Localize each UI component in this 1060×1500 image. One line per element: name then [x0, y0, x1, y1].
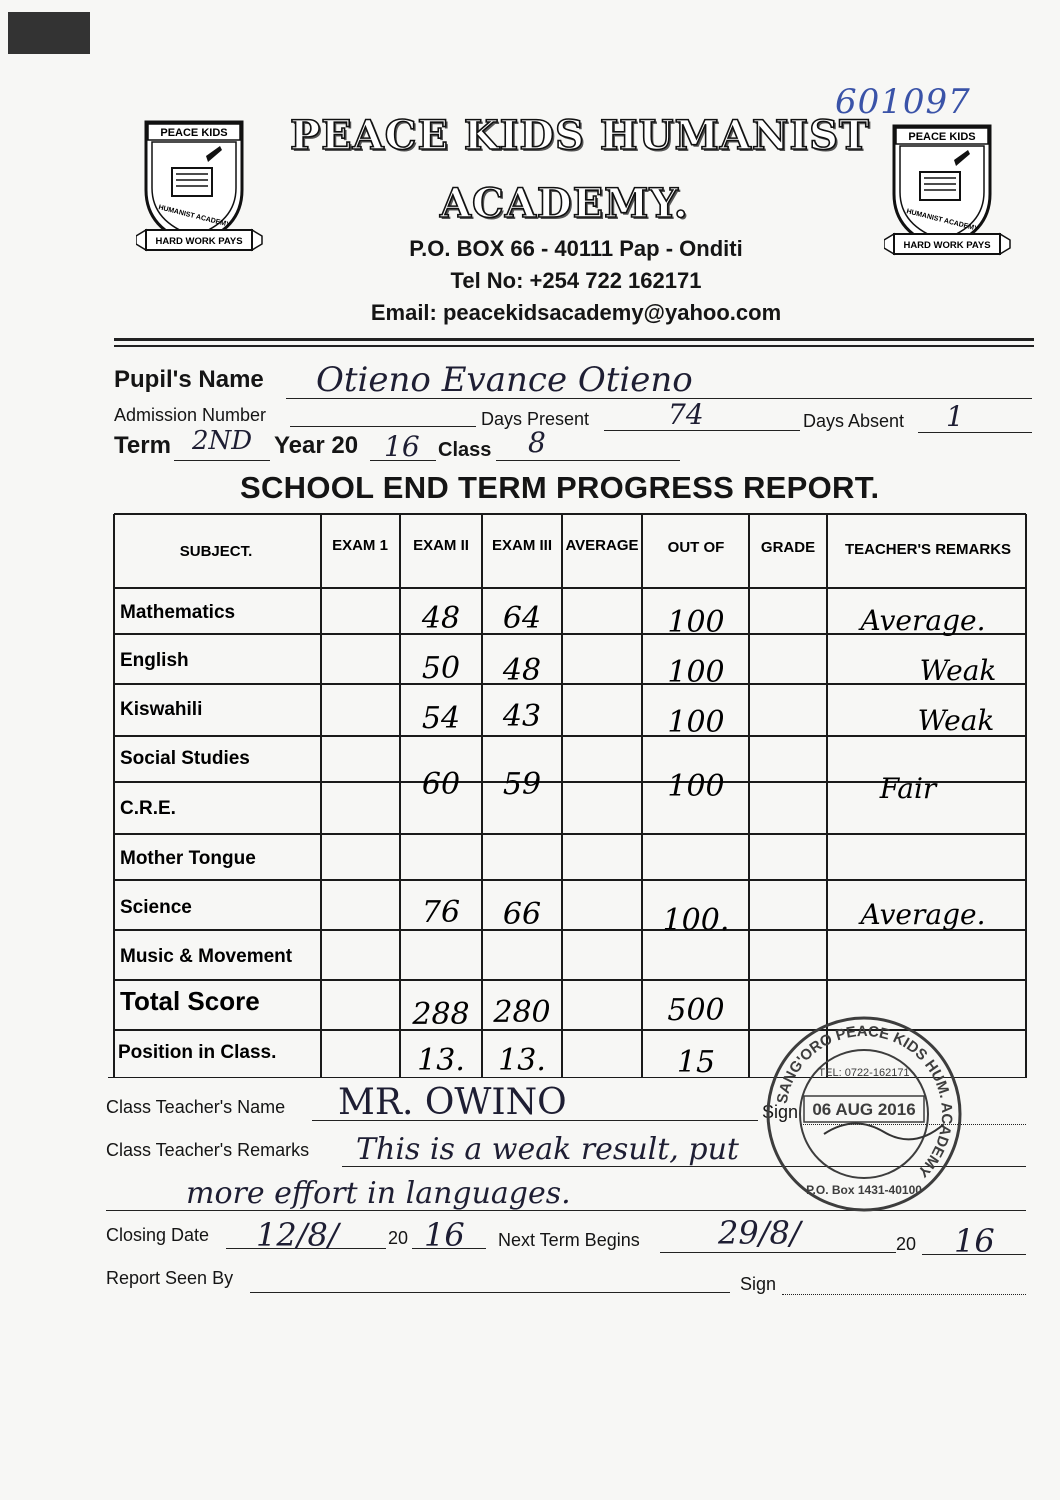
document-id: 601097 [835, 82, 971, 122]
subject-cell: Social Studies [120, 748, 250, 769]
teacher-name-label: Class Teacher's Name [106, 1097, 286, 1117]
header-exam1: EXAM 1 [332, 537, 388, 554]
year-label: Year 20 [274, 432, 359, 459]
exam2-cell: 54 [421, 701, 461, 736]
teacher-remarks-text2: more effort in languages. [186, 1176, 571, 1211]
header-grade: GRADE [760, 539, 816, 556]
results-table [108, 512, 1028, 1078]
sign-label: Sign [762, 1102, 799, 1122]
subject-cell: Music & Movement [120, 946, 293, 967]
days-absent-line [918, 432, 1032, 433]
header-exam3: EXAM III [491, 537, 553, 554]
exam3-cell: 43 [502, 699, 542, 734]
pupil-name-label: Pupil's Name [114, 366, 264, 393]
year-value: 16 [384, 430, 420, 463]
social-cre-remark: Fair [879, 772, 937, 805]
stamp-tel: TEL: 0722-162171 [818, 1067, 910, 1079]
out-of-cell: 100. [662, 903, 730, 938]
social-cre-exam3: 59 [502, 767, 542, 802]
header-exam2: EXAM II [413, 537, 469, 554]
header-average: AVERAGE [565, 537, 639, 554]
subject-cell: C.R.E. [120, 798, 176, 819]
term-value: 2ND [192, 426, 253, 456]
school-stamp [764, 1014, 964, 1214]
remark-cell: Average. [860, 604, 986, 637]
remark-cell: Weak [919, 654, 997, 687]
stamp-ring-text: SANG'ORO PEACE KIDS HUM. ACADEMY [773, 1022, 956, 1181]
teacher-remarks-label: Class Teacher's Remarks [106, 1140, 310, 1160]
header-subject: SUBJECT. [179, 543, 253, 560]
out-of-cell: 500 [667, 993, 725, 1028]
report-title: SCHOOL END TERM PROGRESS REPORT. [240, 470, 880, 505]
days-present-label: Days Present [481, 409, 590, 429]
subject-cell: Total Score [120, 986, 260, 1016]
term-label: Term [114, 432, 171, 459]
report-seen-by-label: Report Seen By [106, 1268, 234, 1288]
admission-number-label: Admission Number [114, 405, 267, 425]
days-absent-label: Days Absent [803, 411, 905, 431]
subject-cell: Science [120, 897, 192, 918]
sign2-line [782, 1294, 1026, 1295]
remark-cell: Weak [917, 704, 995, 737]
subject-cell: Position in Class. [118, 1042, 277, 1063]
next-year-value: 16 [954, 1222, 995, 1260]
term-line [174, 460, 270, 461]
teacher-remarks-text1: This is a weak result, put [356, 1132, 739, 1167]
exam3-cell: 48 [502, 653, 542, 688]
school-tel: Tel No: +254 722 162171 [450, 268, 702, 293]
header-rule-thin [114, 345, 1034, 347]
crest-band-text: HUMANIST ACADEMY [905, 208, 980, 233]
exam3-cell: 280 [493, 995, 551, 1030]
out-of-cell: 100 [667, 705, 725, 740]
school-email: Email: peacekidsacademy@yahoo.com [370, 300, 782, 325]
closing-date-label: Closing Date [106, 1225, 210, 1245]
closing-date-value: 12/8/ [256, 1216, 339, 1254]
exam2-cell: 50 [421, 651, 461, 686]
crest-band-text: HUMANIST ACADEMY [157, 204, 232, 229]
school-address: P.O. BOX 66 - 40111 Pap - Onditi [409, 236, 743, 261]
next-term-value: 29/8/ [718, 1214, 801, 1252]
pupil-name-value: Otieno Evance Otieno [316, 360, 693, 400]
next-term-line [660, 1252, 896, 1253]
exam2-cell: 13. [417, 1043, 465, 1078]
days-absent-value: 1 [946, 400, 964, 433]
out-of-cell: 100 [667, 605, 725, 640]
next-term-label: Next Term Begins [498, 1230, 640, 1250]
crest-motto: HARD WORK PAYS [903, 240, 991, 251]
header-rule [114, 338, 1034, 341]
school-name-line1: PEACE KIDS HUMANIST [290, 112, 870, 159]
report-seen-by-line [250, 1292, 730, 1293]
school-name-line2: ACADEMY. [440, 180, 689, 227]
exam2-cell: 48 [421, 601, 461, 636]
class-value: 8 [528, 426, 546, 459]
crest-motto: HARD WORK PAYS [155, 236, 243, 247]
social-cre-out-of: 100 [667, 769, 725, 804]
stamp-date: 06 AUG 2016 [812, 1100, 916, 1119]
closing-year-label: 20 [388, 1228, 409, 1248]
subject-cell: Kiswahili [120, 699, 203, 720]
scan-artifact [8, 12, 90, 54]
header-out-of: OUT OF [667, 539, 725, 556]
remark-cell: Average. [860, 898, 986, 931]
crest-top-text: PEACE KIDS [160, 127, 228, 139]
exam3-cell: 66 [502, 897, 542, 932]
out-of-cell: 15 [676, 1045, 716, 1078]
next-year-label: 20 [896, 1234, 917, 1254]
days-present-value: 74 [668, 398, 704, 431]
closing-year-value: 16 [424, 1216, 465, 1254]
social-cre-exam2: 60 [421, 767, 461, 802]
admission-number-line [290, 426, 476, 427]
class-label: Class [438, 439, 492, 461]
exam2-cell: 288 [412, 997, 470, 1032]
crest-top-text: PEACE KIDS [908, 131, 976, 143]
subject-cell: Mathematics [120, 602, 236, 623]
teacher-name-value: MR. OWINO [338, 1082, 567, 1123]
header-teacher-remarks: TEACHER'S REMARKS [844, 541, 1012, 558]
stamp-box: P.O. Box 1431-40100 [806, 1183, 922, 1197]
exam2-cell: 76 [421, 895, 461, 930]
class-line [496, 460, 680, 461]
subject-cell: Mother Tongue [120, 848, 256, 869]
subject-cell: English [120, 650, 189, 671]
exam3-cell: 64 [502, 601, 542, 636]
sign2-label: Sign [740, 1274, 777, 1294]
out-of-cell: 100 [667, 655, 725, 690]
exam3-cell: 13. [498, 1043, 546, 1078]
